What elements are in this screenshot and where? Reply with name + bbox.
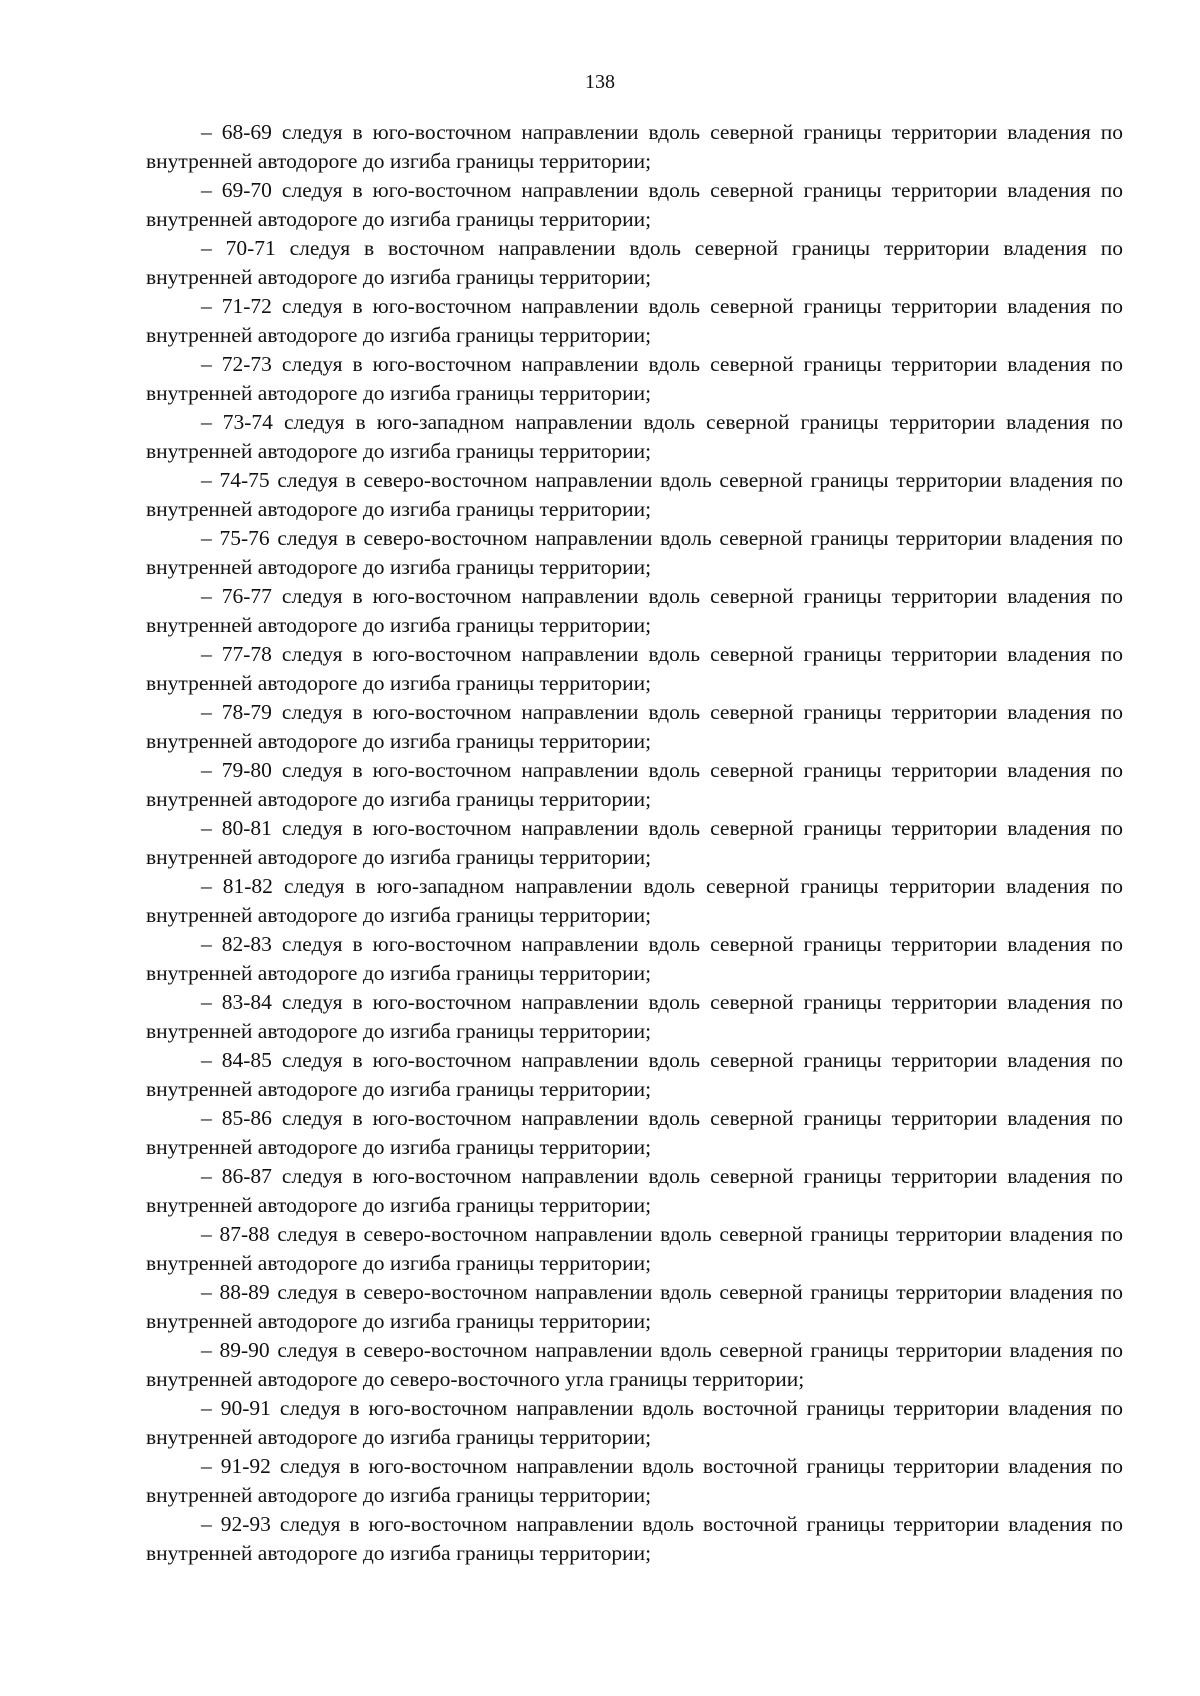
boundary-segment-item: – 80-81 следуя в юго-восточном направлении вдоль северной границы территории владения по внутренней автодороге до изгиба границы территории; — [146, 816, 1123, 869]
boundary-segment-item: – 71-72 следуя в юго-восточном направлении вдоль северной границы территории владения по внутренней автодороге до изгиба границы территории; — [146, 294, 1123, 347]
boundary-segment-item: – 75-76 следуя в северо-восточном направлении вдоль северной границы территории владения по внутренней автодороге до изгиба границы территории; — [146, 526, 1123, 579]
boundary-segment-item: – 70-71 следуя в восточном направлении вдоль северной границы территории владения по внутренней автодороге до изгиба границы территории; — [146, 236, 1123, 289]
boundary-segment-item: – 88-89 следуя в северо-восточном направлении вдоль северной границы территории владения по внутренней автодороге до изгиба границы территории; — [146, 1280, 1123, 1333]
page-number: 138 — [585, 71, 615, 93]
boundary-segment-item: – 83-84 следуя в юго-восточном направлении вдоль северной границы территории владения по внутренней автодороге до изгиба границы территории; — [146, 990, 1123, 1043]
boundary-segment-item: – 91-92 следуя в юго-восточном направлении вдоль восточной границы территории владения по внутренней автодороге до изгиба границы территории; — [146, 1454, 1123, 1507]
boundary-segment-item: – 92-93 следуя в юго-восточном направлении вдоль восточной границы территории владения по внутренней автодороге до изгиба границы территории; — [146, 1512, 1123, 1565]
boundary-segment-item: – 73-74 следуя в юго-западном направлении вдоль северной границы территории владения по внутренней автодороге до изгиба границы территории; — [146, 410, 1123, 463]
boundary-segment-item: – 82-83 следуя в юго-восточном направлении вдоль северной границы территории владения по внутренней автодороге до изгиба границы территории; — [146, 932, 1123, 985]
boundary-segment-item: – 72-73 следуя в юго-восточном направлении вдоль северной границы территории владения по внутренней автодороге до изгиба границы территории; — [146, 352, 1123, 405]
boundary-segment-item: – 74-75 следуя в северо-восточном направлении вдоль северной границы территории владения по внутренней автодороге до изгиба границы территории; — [146, 468, 1123, 521]
boundary-segment-item: – 77-78 следуя в юго-восточном направлении вдоль северной границы территории владения по внутренней автодороге до изгиба границы территории; — [146, 642, 1123, 695]
boundary-segment-item: – 81-82 следуя в юго-западном направлении вдоль северной границы территории владения по внутренней автодороге до изгиба границы территории; — [146, 874, 1123, 927]
boundary-segment-item: – 76-77 следуя в юго-восточном направлении вдоль северной границы территории владения по внутренней автодороге до изгиба границы территории; — [146, 584, 1123, 637]
boundary-segment-item: – 87-88 следуя в северо-восточном направлении вдоль северной границы территории владения по внутренней автодороге до изгиба границы территории; — [146, 1222, 1123, 1275]
boundary-segment-item: – 79-80 следуя в юго-восточном направлении вдоль северной границы территории владения по внутренней автодороге до изгиба границы территории; — [146, 758, 1123, 811]
boundary-segment-item: – 86-87 следуя в юго-восточном направлении вдоль северной границы территории владения по внутренней автодороге до изгиба границы территории; — [146, 1164, 1123, 1217]
boundary-segment-item: – 89-90 следуя в северо-восточном направлении вдоль северной границы территории владения по внутренней автодороге до северо-восточного угла границы территории; — [146, 1338, 1123, 1391]
boundary-segment-item: – 90-91 следуя в юго-восточном направлении вдоль восточной границы территории владения по внутренней автодороге до изгиба границы территории; — [146, 1396, 1123, 1449]
boundary-segment-item: – 85-86 следуя в юго-восточном направлении вдоль северной границы территории владения по внутренней автодороге до изгиба границы территории; — [146, 1106, 1123, 1159]
boundary-segment-item: – 69-70 следуя в юго-восточном направлении вдоль северной границы территории владения по внутренней автодороге до изгиба границы территории; — [146, 178, 1123, 231]
document-body — [146, 118, 1123, 1568]
boundary-segment-item: – 84-85 следуя в юго-восточном направлении вдоль северной границы территории владения по внутренней автодороге до изгиба границы территории; — [146, 1048, 1123, 1101]
boundary-segment-item: – 68-69 следуя в юго-восточном направлении вдоль северной границы территории владения по внутренней автодороге до изгиба границы территории; — [146, 120, 1123, 173]
boundary-segment-item: – 78-79 следуя в юго-восточном направлении вдоль северной границы территории владения по внутренней автодороге до изгиба границы территории; — [146, 700, 1123, 753]
